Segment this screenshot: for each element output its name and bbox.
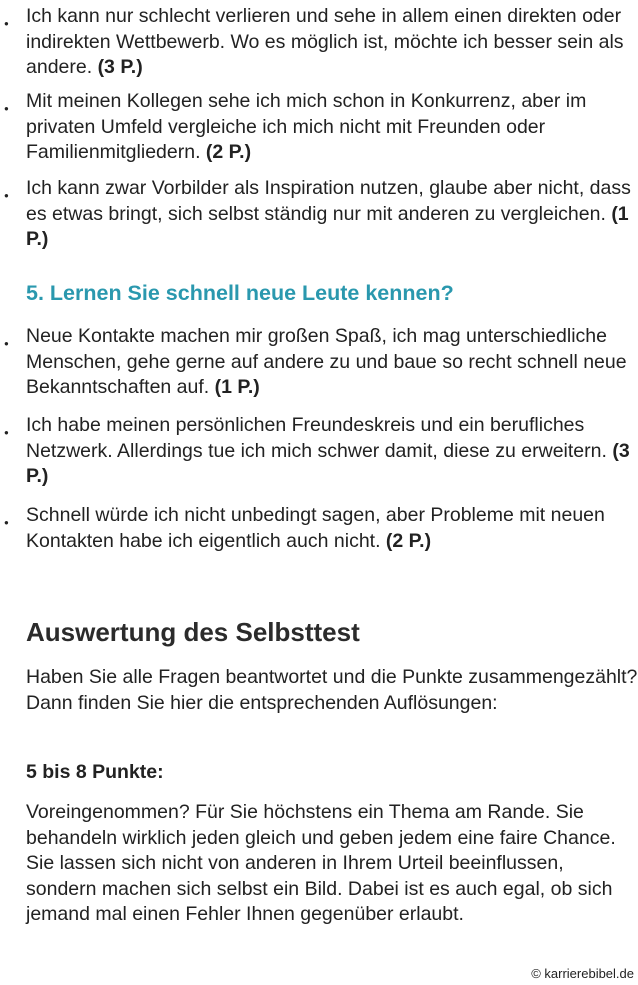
copyright-footer: © karrierebibel.de [531, 966, 634, 981]
question-title: 5. Lernen Sie schnell neue Leute kennen? [26, 281, 454, 305]
answer-item [4, 413, 638, 490]
answer-points: (3 P.) [26, 439, 630, 487]
answer-text: Ich kann nur schlecht verlieren und sehe in allem einen direkten oder indirekten Wettbewerb. Wo es möglich ist, möchte ich besser sein als andere. [26, 5, 624, 78]
answer-text: Mit meinen Kollegen sehe ich mich schon in Konkurrenz, aber im privaten Umfeld vergleiche ich mich nicht mit Freunden oder Familienmitgliedern. [26, 90, 587, 163]
answer-text: Neue Kontakte machen mir großen Spaß, ich mag unterschiedliche Menschen, gehe gerne auf andere zu und baue so recht schnell neue Bekanntschaften auf. [26, 325, 627, 398]
bullet-icon: ● [4, 19, 9, 28]
bullet-icon: ● [4, 191, 9, 200]
answer-points: (1 P.) [214, 376, 260, 398]
answer-points: (3 P.) [97, 56, 143, 78]
bullet-icon: ● [4, 428, 9, 437]
answer-points: (1 P.) [26, 202, 629, 250]
answer-text: Ich kann zwar Vorbilder als Inspiration nutzen, glaube aber nicht, dass es etwas bringt, sich selbst ständig nur mit anderen zu vergleichen. [26, 177, 631, 225]
answer-item [4, 176, 638, 253]
bullet-icon: ● [4, 104, 9, 113]
bullet-icon: ● [4, 339, 9, 348]
evaluation-intro: Haben Sie alle Fragen beantwortet und die Punkte zusammengezählt? Dann finden Sie hier die entsprechenden Auflösungen: [26, 666, 638, 714]
answer-item [4, 324, 638, 401]
answer-points: (2 P.) [205, 141, 252, 163]
answer-text: Ich habe meinen persönlichen Freundeskreis und ein berufliches Netzwerk. Allerdings tue ich mich schwer damit, diese zu erweitern. [26, 414, 613, 462]
section-heading: Auswertung des Selbsttest [26, 617, 360, 647]
points-range-label: 5 bis 8 Punkte: [26, 761, 164, 783]
points-range-text: Voreingenommen? Für Sie höchstens ein Thema am Rande. Sie behandeln wirklich jeden gleich und geben jedem eine faire Chance. Sie lassen sich nicht von anderen in Ihrem Urteil beeinflussen, sondern machen sich selbst ein Bild. Dabei ist es auch egal, ob sich jemand mal einen Fehler Ihnen gegenüber erlaubt. [26, 801, 616, 925]
answer-item [4, 503, 638, 554]
answer-text: Schnell würde ich nicht unbedingt sagen, aber Probleme mit neuen Kontakten habe ich eigentlich auch nicht. [26, 504, 605, 552]
answer-item [4, 4, 638, 81]
answer-points: (2 P.) [385, 529, 432, 552]
bullet-icon: ● [4, 518, 9, 527]
answer-item [4, 89, 638, 166]
